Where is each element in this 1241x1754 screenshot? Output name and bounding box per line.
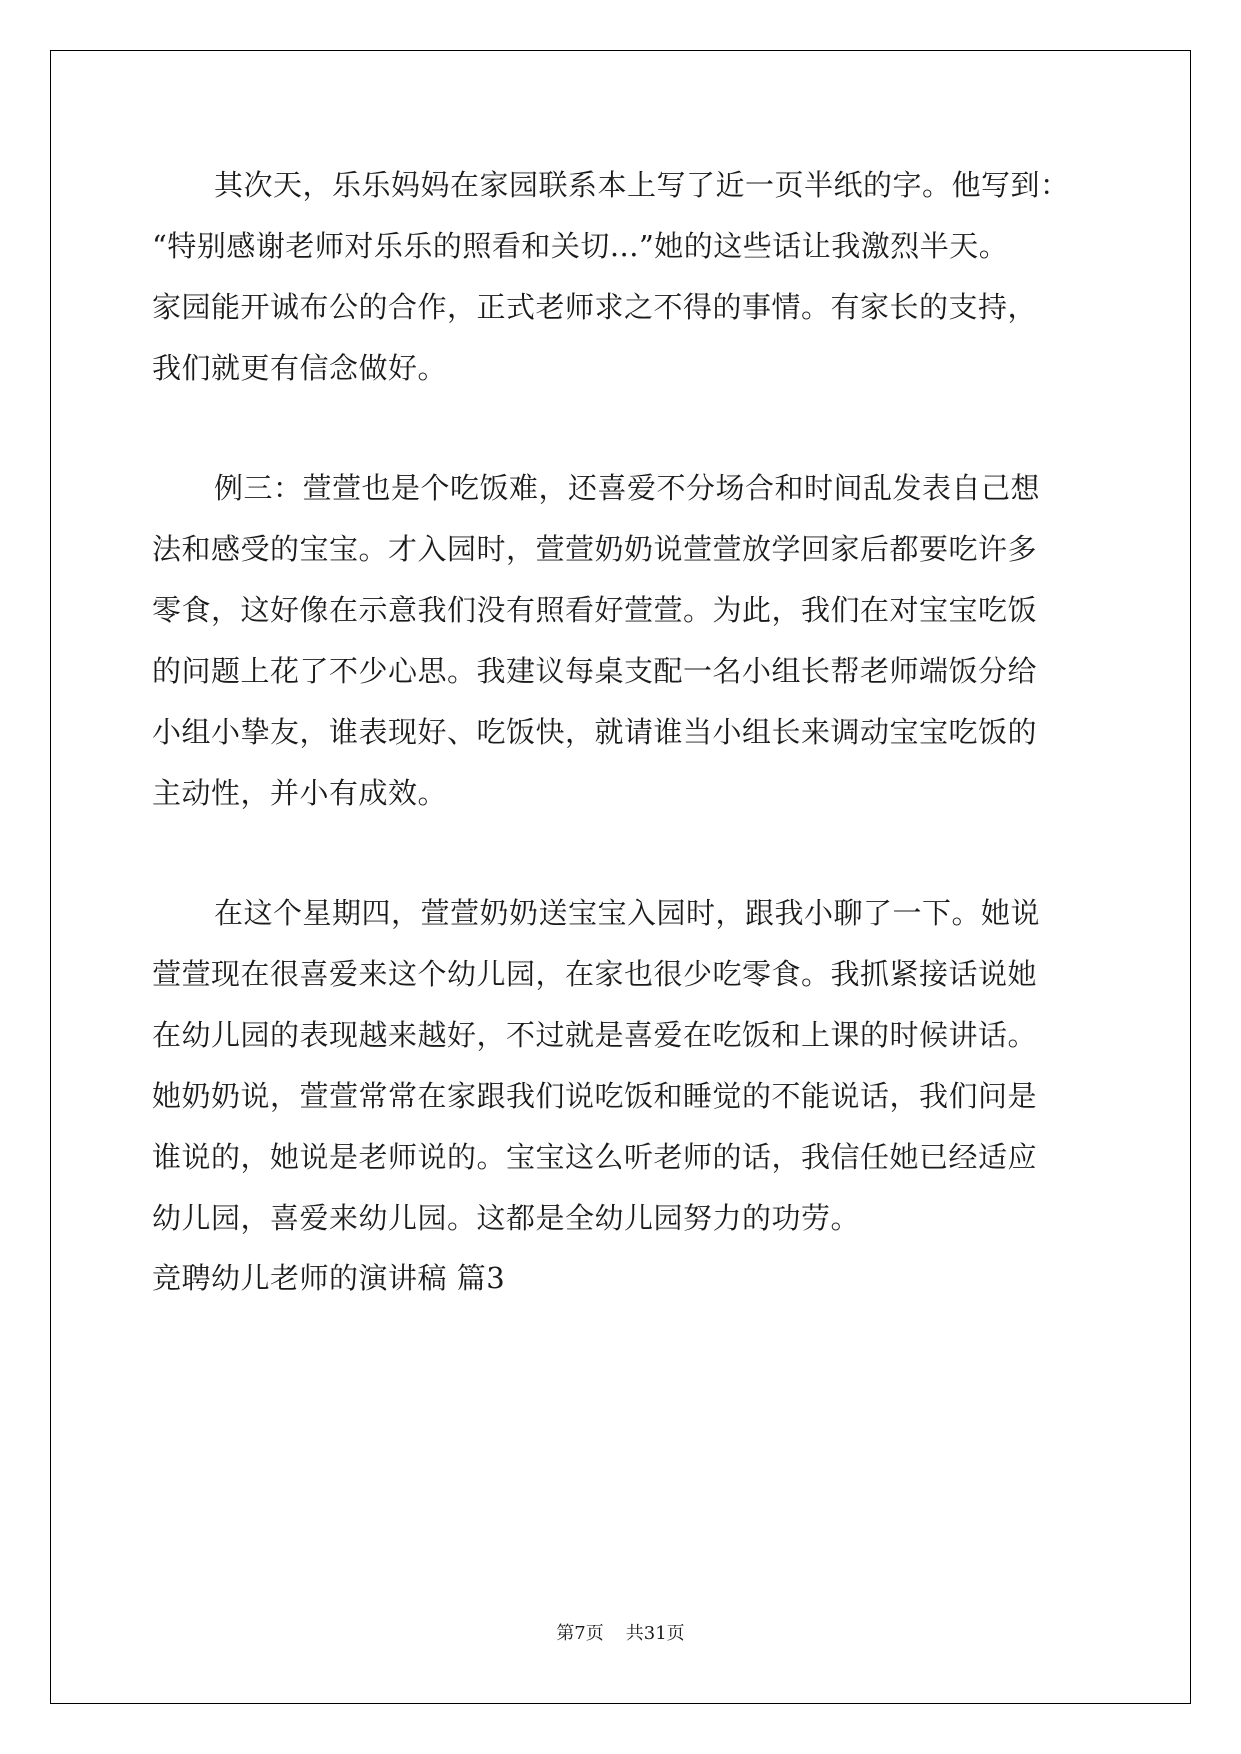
paragraph-line: 我们就更有信念做好。 [152, 351, 448, 385]
paragraph-line: 零食，这好像在示意我们没有照看好萱萱。为此，我们在对宝宝吃饭 [152, 593, 1038, 627]
paragraph-line: 在幼儿园的表现越来越好，不过就是喜爱在吃饭和上课的时候讲话。 [152, 1018, 1038, 1052]
paragraph-line: 小组小挚友，谁表现好、吃饭快，就请谁当小组长来调动宝宝吃饭的 [152, 715, 1038, 749]
paragraph-line: 萱萱现在很喜爱来这个幼儿园，在家也很少吃零食。我抓紧接话说她 [152, 957, 1038, 991]
paragraph-line: 家园能开诚布公的合作，正式老师求之不得的事情。有家长的支持， [152, 290, 1038, 324]
paragraph-line: 法和感受的宝宝。才入园时，萱萱奶奶说萱萱放学回家后都要吃许多 [152, 532, 1038, 566]
page-number: 第7页 [556, 1623, 604, 1644]
paragraph-line: 其次天，乐乐妈妈在家园联系本上写了近一页半纸的字。他写到： [214, 168, 1070, 202]
paragraph-line: 例三：萱萱也是个吃饭难，还喜爱不分场合和时间乱发表自己想 [214, 471, 1041, 505]
paragraph-line: “特别感谢老师对乐乐的照看和关切...”她的这些话让我激烈半天。 [152, 229, 1009, 263]
paragraph-line: 她奶奶说，萱萱常常在家跟我们说吃饭和睡觉的不能说话，我们问是 [152, 1079, 1038, 1113]
paragraph-line: 在这个星期四，萱萱奶奶送宝宝入园时，跟我小聊了一下。她说 [214, 896, 1041, 930]
paragraph-line: 谁说的，她说是老师说的。宝宝这么听老师的话，我信任她已经适应 [152, 1140, 1038, 1174]
paragraph-line: 幼儿园，喜爱来幼儿园。这都是全幼儿园努力的功劳。 [152, 1201, 861, 1235]
page-footer [0, 1622, 1241, 1646]
page-total: 共31页 [625, 1623, 685, 1644]
paragraph-line: 的问题上花了不少心思。我建议每桌支配一名小组长帮老师端饭分给 [152, 654, 1038, 688]
section-heading: 竞聘幼儿老师的演讲稿 篇3 [152, 1261, 506, 1295]
paragraph-line: 主动性，并小有成效。 [152, 776, 448, 810]
